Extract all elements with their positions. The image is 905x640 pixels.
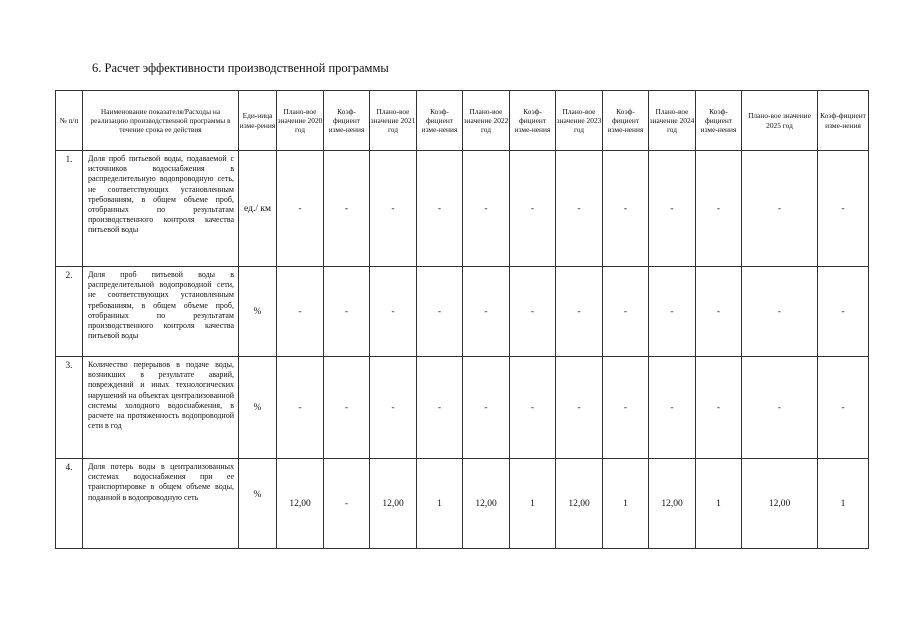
- coef-value: -: [510, 151, 556, 267]
- header-name: Наименование показателя/Расходы на реализацию производственной программы в течение срока ее действия: [83, 91, 239, 151]
- unit-cell: %: [239, 459, 277, 549]
- coef-value: -: [818, 357, 869, 459]
- row-number: 2.: [56, 267, 83, 357]
- header-plan-2023: Плано-вое значение 2023 год: [556, 91, 603, 151]
- header-plan-2024: Плано-вое значение 2024 год: [649, 91, 696, 151]
- coef-value: -: [417, 357, 463, 459]
- indicator-name: Доля потерь воды в централизованных системах водоснабжения при ее транспортировке в общем объеме воды, поданной в водопроводную сеть: [83, 459, 239, 549]
- plan-2023-value: -: [556, 357, 603, 459]
- plan-2025-value: -: [742, 267, 818, 357]
- coef-value: 1: [696, 459, 742, 549]
- table-row: [56, 267, 869, 357]
- header-plan-2020: Плано-вое значение 2020 год: [277, 91, 324, 151]
- section-heading: 6. Расчет эффективности производственной программы: [92, 61, 389, 75]
- header-coef-2: Коэф-фициент изме-нения: [417, 91, 463, 151]
- plan-2020-value: 12,00: [277, 459, 324, 549]
- plan-2021-value: -: [370, 267, 417, 357]
- header-unit: Еди-ница изме-рения: [239, 91, 277, 151]
- table-row: [56, 357, 869, 459]
- coef-value: -: [696, 267, 742, 357]
- unit-cell: %: [239, 267, 277, 357]
- plan-2023-value: -: [556, 267, 603, 357]
- header-coef-4: Коэф-фициент изме-нения: [603, 91, 649, 151]
- header-row: [56, 91, 869, 151]
- coef-value: 1: [603, 459, 649, 549]
- plan-2025-value: 12,00: [742, 459, 818, 549]
- header-coef-5: Коэф-фициент изме-нения: [696, 91, 742, 151]
- plan-2020-value: -: [277, 267, 324, 357]
- plan-2023-value: 12,00: [556, 459, 603, 549]
- unit-cell: %: [239, 357, 277, 459]
- coef-value: 1: [818, 459, 869, 549]
- plan-2025-value: -: [742, 151, 818, 267]
- efficiency-table: [55, 90, 869, 549]
- indicator-name: Доля проб питьевой воды в распределительной водопроводной сети, не соответствующих установленным требованиям, в общем объеме проб, отобранных по результатам производственного контроля качества питьевой воды: [83, 267, 239, 357]
- header-plan-2025: Плано-вое значение 2025 год: [742, 91, 818, 151]
- coef-value: -: [818, 267, 869, 357]
- plan-2020-value: -: [277, 357, 324, 459]
- plan-2021-value: 12,00: [370, 459, 417, 549]
- plan-2022-value: -: [463, 267, 510, 357]
- header-coef-6: Коэф-фициент изме-нения: [818, 91, 869, 151]
- plan-2023-value: -: [556, 151, 603, 267]
- coef-value: -: [510, 267, 556, 357]
- coef-value: -: [603, 357, 649, 459]
- header-coef-1: Коэф-фициент изме-нения: [324, 91, 370, 151]
- table-row: [56, 459, 869, 549]
- plan-2022-value: -: [463, 151, 510, 267]
- row-number: 1.: [56, 151, 83, 267]
- plan-2025-value: -: [742, 357, 818, 459]
- table-row: [56, 151, 869, 267]
- indicator-name: Количество перерывов в подаче воды, возникших в результате аварий, повреждений и иных технологических нарушений на объектах централизованной системы холодного водоснабжения, в расчете на протяженность водопроводной сети в год: [83, 357, 239, 459]
- plan-2021-value: -: [370, 357, 417, 459]
- coef-value: -: [417, 267, 463, 357]
- coef-value: -: [696, 357, 742, 459]
- header-num: № п/п: [56, 91, 83, 151]
- coef-value: -: [324, 267, 370, 357]
- plan-2024-value: -: [649, 267, 696, 357]
- coef-value: -: [696, 151, 742, 267]
- header-coef-3: Коэф-фициент изме-нения: [510, 91, 556, 151]
- coef-value: -: [603, 151, 649, 267]
- plan-2020-value: -: [277, 151, 324, 267]
- plan-2024-value: -: [649, 357, 696, 459]
- plan-2021-value: -: [370, 151, 417, 267]
- unit-cell: ед./ км: [239, 151, 277, 267]
- plan-2024-value: 12,00: [649, 459, 696, 549]
- header-plan-2021: Плано-вое значение 2021 год: [370, 91, 417, 151]
- coef-value: -: [324, 357, 370, 459]
- row-number: 3.: [56, 357, 83, 459]
- header-plan-2022: Плано-вое значение 2022 год: [463, 91, 510, 151]
- indicator-name: Доля проб питьевой воды, подаваемой с источников водоснабжения в распределительную водопроводную сеть, не соответствующих установленным требованиям, в общем объеме проб, отобранных по результатам производственного контроля качества питьевой воды: [83, 151, 239, 267]
- coef-value: -: [417, 151, 463, 267]
- coef-value: 1: [417, 459, 463, 549]
- plan-2024-value: -: [649, 151, 696, 267]
- row-number: 4.: [56, 459, 83, 549]
- plan-2022-value: -: [463, 357, 510, 459]
- coef-value: -: [603, 267, 649, 357]
- coef-value: -: [818, 151, 869, 267]
- coef-value: -: [510, 357, 556, 459]
- plan-2022-value: 12,00: [463, 459, 510, 549]
- coef-value: -: [324, 459, 370, 549]
- coef-value: 1: [510, 459, 556, 549]
- coef-value: -: [324, 151, 370, 267]
